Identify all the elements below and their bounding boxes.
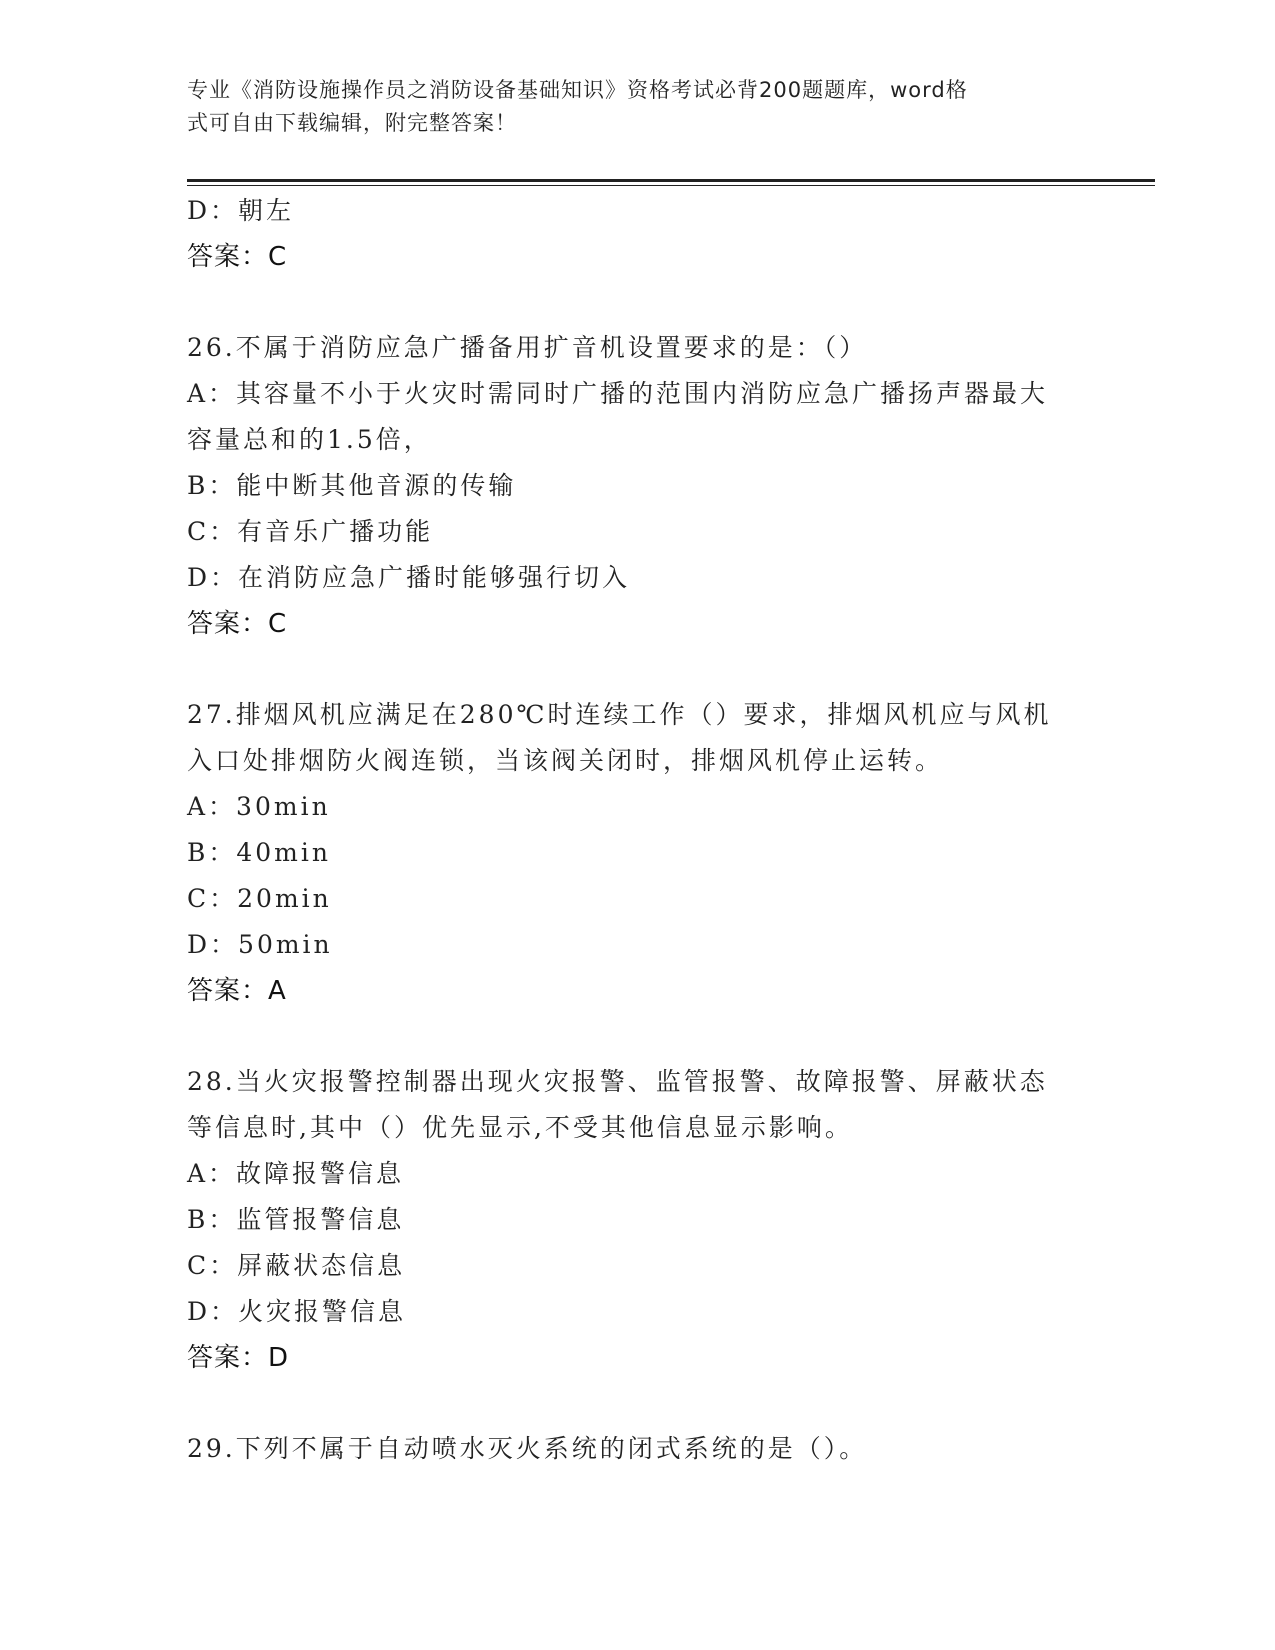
spacer: [187, 280, 1087, 325]
question-28-option-d: D：火灾报警信息: [187, 1297, 407, 1326]
question-27-option-a: A：30min: [187, 792, 331, 821]
question-28-stem-line-2: 等信息时,其中（）优先显示,不受其他信息显示影响。: [187, 1113, 853, 1142]
question-28-option-a: A：故障报警信息: [187, 1159, 405, 1188]
spacer: [187, 647, 1087, 692]
question-26-answer: 答案：C: [187, 609, 288, 639]
header-divider-thin: [187, 185, 1155, 186]
question-27-option-c: C：20min: [187, 884, 332, 913]
question-29-stem: 29.下列不属于自动喷水灭火系统的闭式系统的是（）。: [187, 1434, 868, 1463]
header-title-line-2: 式可自由下载编辑，附完整答案！: [187, 111, 517, 135]
header-title-line-1: 专业《消防设施操作员之消防设备基础知识》资格考试必背200题题库，word格: [187, 78, 968, 102]
header-divider-thick: [187, 179, 1155, 182]
question-28-option-c: C：屏蔽状态信息: [187, 1251, 406, 1280]
question-26-option-c: C：有音乐广播功能: [187, 517, 434, 546]
question-28-answer: 答案：D: [187, 1343, 290, 1373]
question-26-option-a-line-1: A：其容量不小于火灾时需同时广播的范围内消防应急广播扬声器最大: [187, 379, 1049, 408]
question-27: [187, 692, 1087, 1014]
question-27-answer: 答案：A: [187, 976, 287, 1006]
question-26-option-a-line-2: 容量总和的1.5倍，: [187, 425, 432, 454]
question-28-option-b: B：监管报警信息: [187, 1205, 405, 1234]
question-29: [187, 1426, 1087, 1472]
spacer: [187, 1014, 1087, 1059]
question-26-option-b: B：能中断其他音源的传输: [187, 471, 517, 500]
question-25-answer: 答案：C: [187, 242, 288, 272]
question-28-stem-line-1: 28.当火灾报警控制器出现火灾报警、监管报警、故障报警、屏蔽状态: [187, 1067, 1048, 1096]
spacer: [187, 1381, 1087, 1426]
question-list: [187, 188, 1087, 1472]
question-25-tail: [187, 188, 1087, 280]
question-27-stem-line-2: 入口处排烟防火阀连锁，当该阀关闭时，排烟风机停止运转。: [187, 746, 944, 775]
question-27-option-d: D：50min: [187, 930, 333, 959]
question-26-option-d: D：在消防应急广播时能够强行切入: [187, 563, 631, 592]
question-27-stem-line-1: 27.排烟风机应满足在280℃时连续工作（）要求，排烟风机应与风机: [187, 700, 1052, 729]
question-27-option-b: B：40min: [187, 838, 331, 867]
page-header: [187, 74, 1067, 140]
question-26-stem: 26.不属于消防应急广播备用扩音机设置要求的是：（）: [187, 333, 868, 362]
question-26: [187, 325, 1087, 647]
question-28: [187, 1059, 1087, 1381]
question-25-option-d: D：朝左: [187, 196, 295, 225]
